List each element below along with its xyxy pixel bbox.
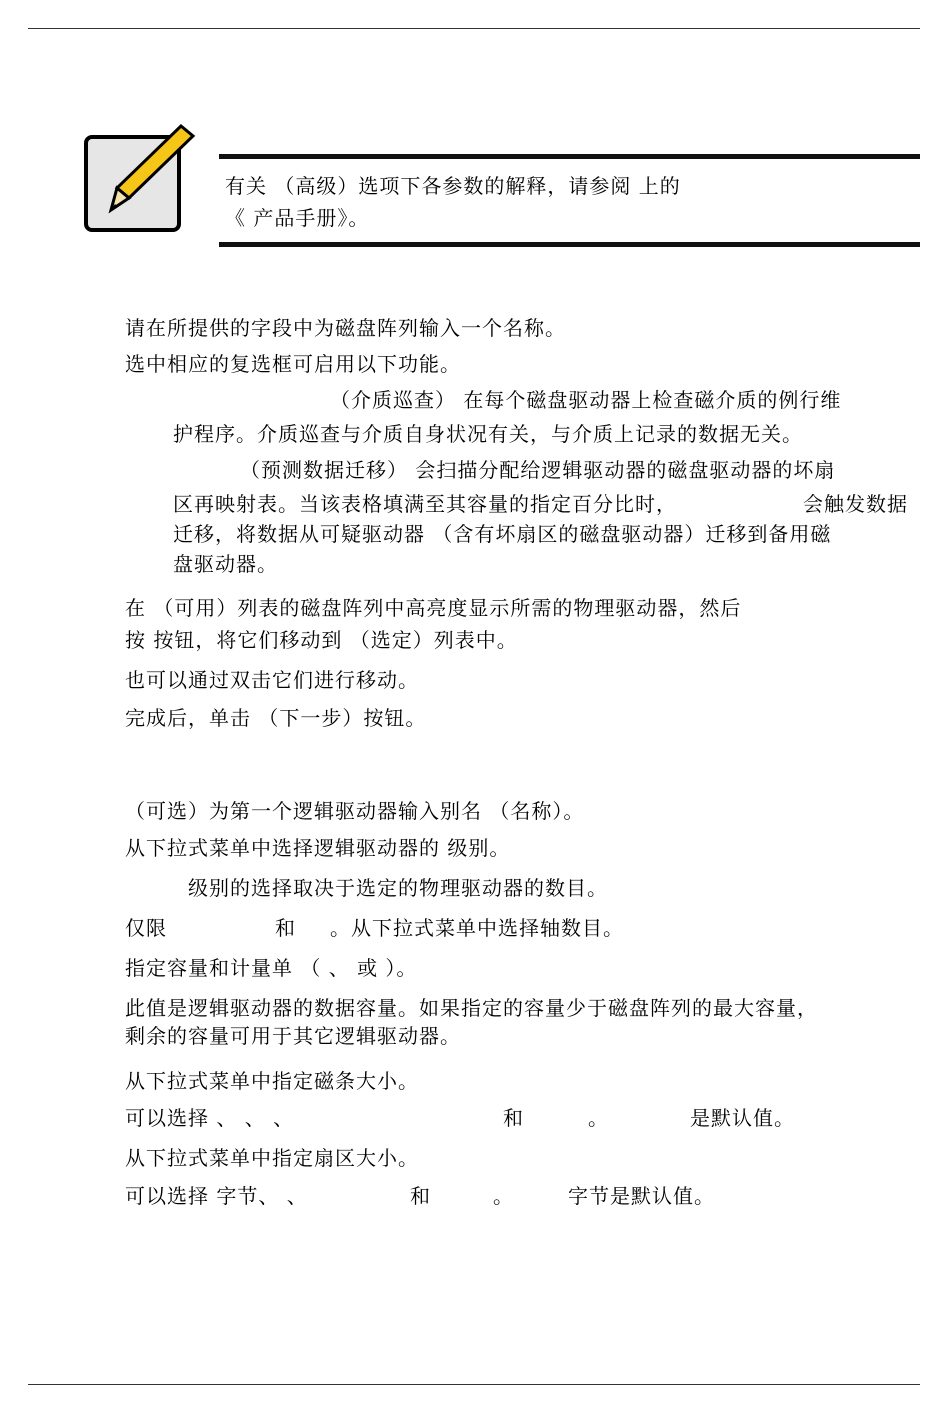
pdm-line-4: 盘驱动器。	[173, 552, 278, 576]
sector-default-text: 字节是默认值。	[568, 1184, 715, 1208]
axle-select-text: 。从下拉式菜单中选择轴数目。	[330, 916, 624, 940]
sector-options-end: 。	[493, 1184, 514, 1208]
pdm-line-2-end: 会触发数据	[803, 492, 908, 516]
capacity-desc-line-1: 此值是逻辑驱动器的数据容量。如果指定的容量少于磁盘阵列的最大容量，	[125, 996, 818, 1020]
stripe-options-text: 可以选择 、 、 、	[125, 1106, 295, 1130]
note-text-line-2: 《 产品手册》。	[225, 206, 370, 230]
ld-alias-step: （可选）为第一个逻辑驱动器输入别名 （名称）。	[125, 799, 585, 823]
sector-options-and: 和	[410, 1184, 431, 1208]
sector-options-text: 可以选择 字节、 、	[125, 1184, 308, 1208]
capacity-step: 指定容量和计量单 （ 、 或 ）。	[125, 956, 418, 980]
stripe-options-and: 和	[503, 1106, 524, 1130]
click-next-step: 完成后，单击 （下一步）按钮。	[125, 706, 427, 730]
media-patrol-line-1: （介质巡查） 在每个磁盘驱动器上检查磁介质的例行维	[330, 388, 842, 412]
axle-and-text: 和	[275, 916, 296, 940]
stripe-size-step: 从下拉式菜单中指定磁条大小。	[125, 1069, 419, 1093]
note-top-bar	[219, 154, 920, 159]
axle-only-text: 仅限	[125, 916, 167, 940]
note-pencil-icon	[80, 120, 200, 238]
note-bottom-bar	[219, 242, 920, 247]
note-text-line-1: 有关 （高级）选项下各参数的解释，请参阅 上的	[225, 174, 681, 198]
capacity-desc-line-2: 剩余的容量可用于其它逻辑驱动器。	[125, 1024, 461, 1048]
available-list-line-2: 按 按钮，将它们移动到 （选定）列表中。	[125, 628, 518, 652]
step-enable-features: 选中相应的复选框可启用以下功能。	[125, 352, 461, 376]
sector-size-step: 从下拉式菜单中指定扇区大小。	[125, 1146, 419, 1170]
header-rule	[28, 28, 920, 29]
double-click-tip: 也可以通过双击它们进行移动。	[125, 668, 419, 692]
pdm-line-1: （预测数据迁移） 会扫描分配给逻辑驱动器的磁盘驱动器的坏扇	[240, 458, 836, 482]
ld-raid-level-step: 从下拉式菜单中选择逻辑驱动器的 级别。	[125, 836, 511, 860]
stripe-options-end: 。	[588, 1106, 609, 1130]
stripe-default-text: 是默认值。	[690, 1106, 795, 1130]
footer-rule	[28, 1384, 920, 1385]
step-enter-name: 请在所提供的字段中为磁盘阵列输入一个名称。	[125, 316, 566, 340]
pdm-line-2: 区再映射表。当该表格填满至其容量的指定百分比时，	[173, 492, 677, 516]
pdm-line-3: 迁移，将数据从可疑驱动器 （含有坏扇区的磁盘驱动器）迁移到备用磁	[173, 522, 832, 546]
ld-raid-level-note: 级别的选择取决于选定的物理驱动器的数目。	[188, 876, 608, 900]
available-list-line-1: 在 （可用）列表的磁盘阵列中高亮度显示所需的物理驱动器，然后	[125, 596, 742, 620]
media-patrol-line-2: 护程序。介质巡查与介质自身状况有关，与介质上记录的数据无关。	[173, 422, 803, 446]
